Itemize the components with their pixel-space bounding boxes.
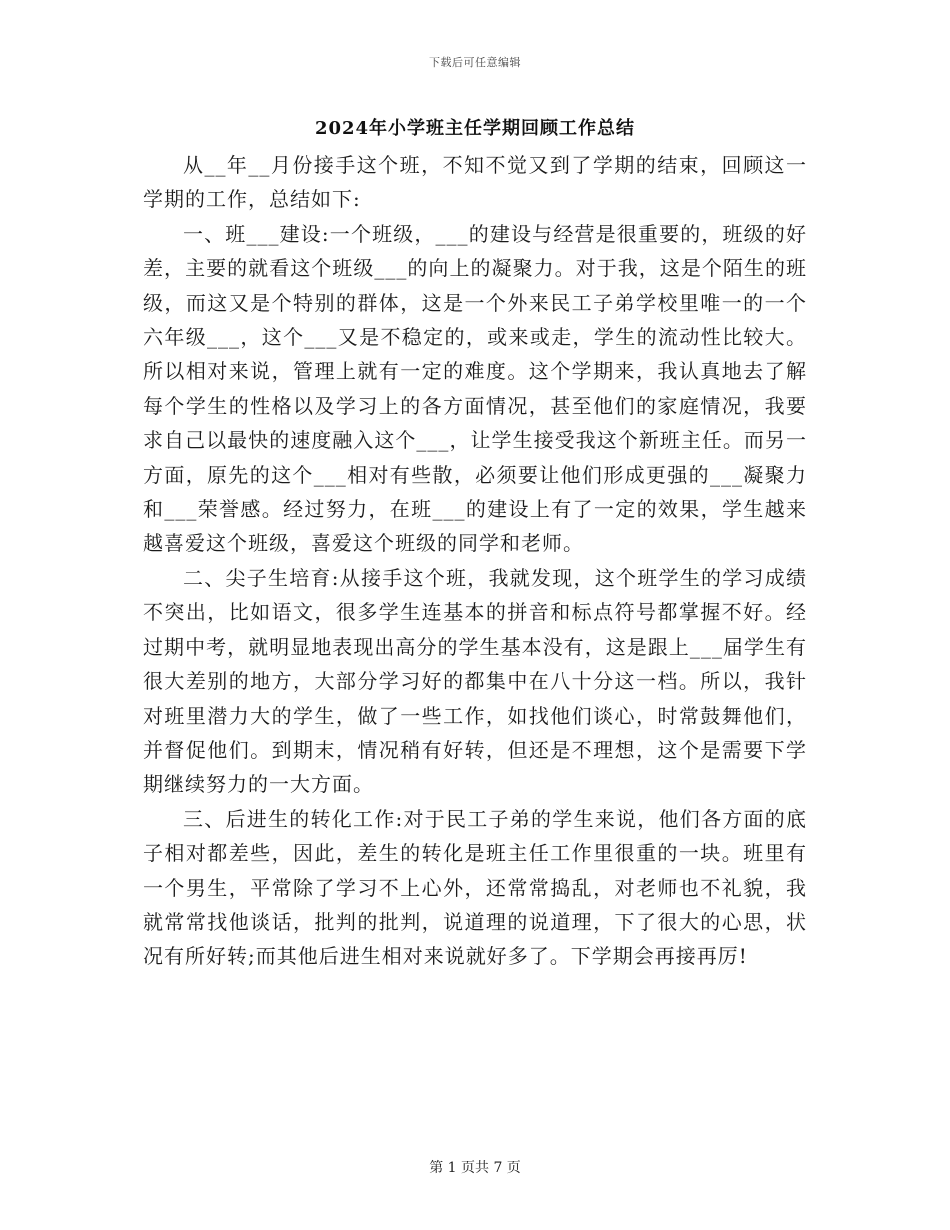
header-note: 下载后可任意编辑 xyxy=(429,56,521,69)
paragraph-top-students: 二、尖子生培育:从接手这个班，我就发现，这个班学生的学习成绩不突出，比如语文，很多学生连基本的拼音和标点符号都掌握不好。经过期中考，就明显地表现出高分的学生基本没有，这是跟上___届学生有很大差别的地方，大部分学习好的都集中在八十分这一档。所以，我针对班里潜力大的学生，做了一些工作，如找他们谈心，时常鼓舞他们，并督促他们。到期末，情况稍有好转，但还是不理想，这个是需要下学期继续努力的一大方面。 xyxy=(143,565,807,797)
paragraph-struggling-students: 三、后进生的转化工作:对于民工子弟的学生来说，他们各方面的底子相对都差些，因此，差生的转化是班主任工作里很重的一块。班里有一个男生，平常除了学习不上心外，还常常捣乱，对老师也不礼貌，我就常常找他谈话，批判的批判，说道理的说道理，下了很大的心思，状况有所好转;而其他后进生相对来说就好多了。下学期会再接再厉! xyxy=(143,806,807,969)
page-indicator: 第 1 页共 7 页 xyxy=(429,1160,521,1176)
paragraph-class-building: 一、班___建设:一个班级，___的建设与经营是很重要的，班级的好差，主要的就看这个班级___的向上的凝聚力。对于我，这是个陌生的班级，而这又是个特别的群体，这是一个外来民工子弟学校里唯一的一个六年级___，这个___又是不稳定的，或来或走，学生的流动性比较大。所以相对来说，管理上就有一定的难度。这个学期来，我认真地去了解每个学生的性格以及学习上的各方面情况，甚至他们的家庭情况，我要求自己以最快的速度融入这个___，让学生接受我这个新班主任。而另一方面，原先的这个___相对有些散，必须要让他们形成更强的___凝聚力和___荣誉感。经过努力，在班___的建设上有了一定的效果，学生越来越喜爱这个班级，喜爱这个班级的同学和老师。 xyxy=(143,221,807,556)
document-body xyxy=(143,148,807,974)
paragraph-intro: 从__年__月份接手这个班，不知不觉又到了学期的结束，回顾这一学期的工作，总结如下: xyxy=(143,153,807,212)
document-title: 2024年小学班主任学期回顾工作总结 xyxy=(314,118,636,139)
